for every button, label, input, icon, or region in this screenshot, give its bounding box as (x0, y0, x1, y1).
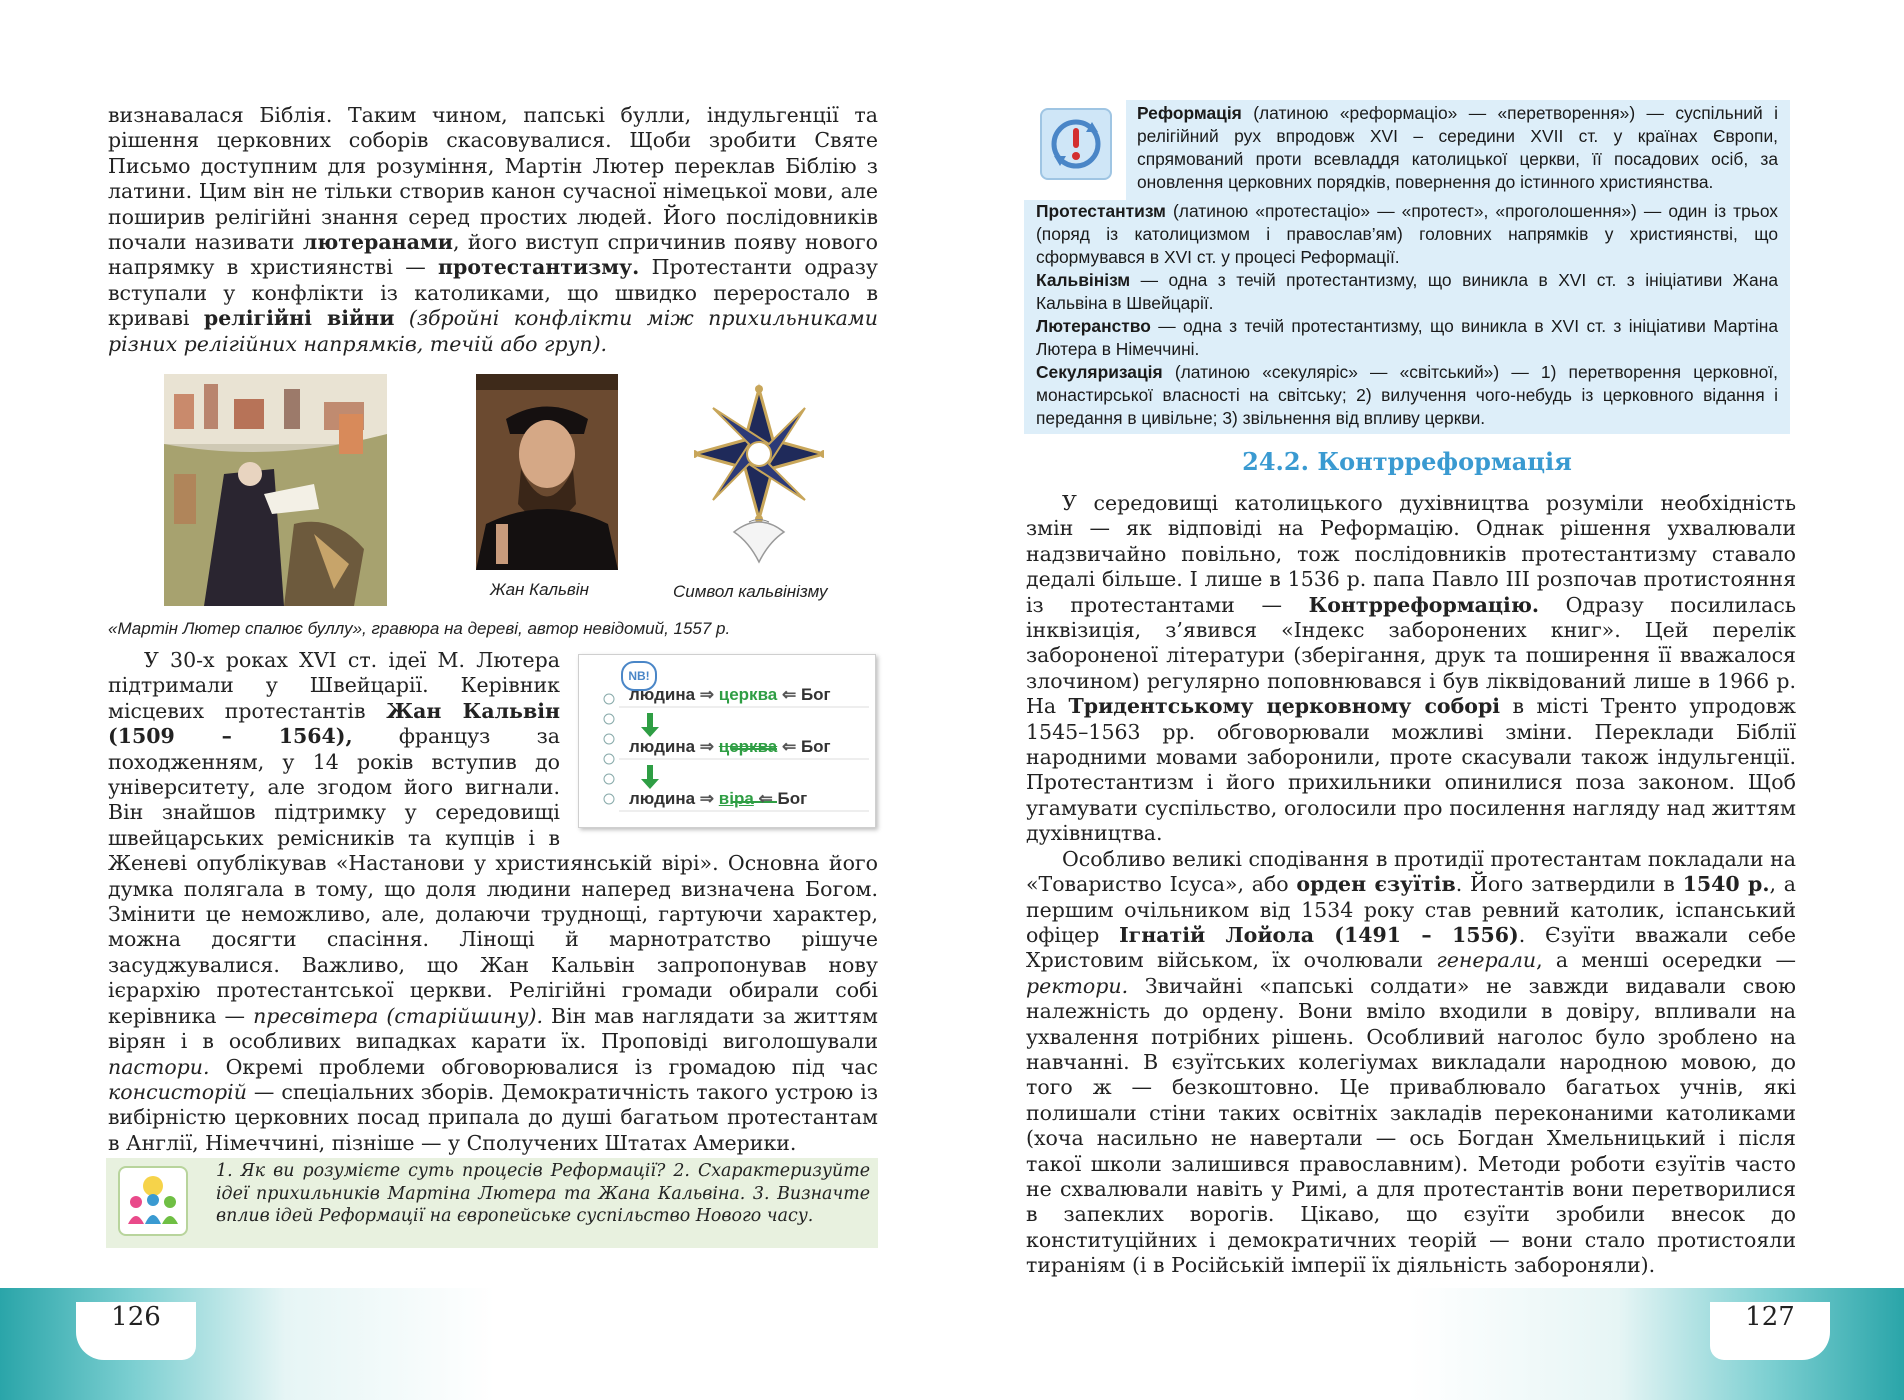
group-discussion-icon (118, 1166, 188, 1236)
arrow-right-icon: ⇒ (695, 737, 719, 756)
arrow-right-icon: ⇒ (695, 789, 719, 808)
questions-box (106, 1158, 878, 1248)
definition-secularization: Секуляризація (латиною «секуляріс» — «світський») — 1) перетворення церковної, монастирської власності на світську; 2) вилучення чого-небудь із церковного відання і передання в цивільне; 3) звільнення від впливу церкви. (1036, 362, 1778, 428)
page-number-left: 126 (76, 1302, 196, 1360)
diagram-church-1: церква (718, 685, 778, 704)
diagram-god-1: Бог (800, 685, 831, 704)
definitions-box (1024, 100, 1790, 434)
left-paragraph-1: визнавалася Біблія. Таким чином, папські булли, індульгенції та рішення церковних соборів скасовувалися. Щоби зробити Святе Письмо доступним для розуміння, Мартін Лютер переклав Біблію з латини. Цим він не тільки створив канон сучасної німецької мови, але поширив релігійні знання серед простих людей. Його послідовників почали називати лютеранами, його виступ спричинив появу нового напрямку в християнстві — протестантизму. Протестанти одразу вступали у конфлікти із католиками, що швидко переростало в криваві релігійні війни (збройні конфлікти між прихильниками різних релігійних напрямків, течій або груп). (108, 103, 878, 356)
page-number-right: 127 (1710, 1302, 1830, 1360)
arrow-left-icon: ⇐ (753, 789, 778, 808)
definition-reformation: Реформація (латиною «реформаціо» — «перетворення») — суспільний і релігійний рух впродовж XVI – середини XVII ст. у країнах Європи, спрямований проти всевладдя католицької церкви, її посадових осіб, за оновлення церковних порядків, повернення до істинного християнства. (1137, 103, 1778, 192)
right-paragraph-2: Особливо великі сподівання в протидії протестантам покладали на «Товариство Ісуса», або орден єзуїтів. Його затвердили в 1540 р., а першим очільником від 1534 року став ревний католик, іспанський офіцер Ігнатій Лойола (1491 – 1556). Єзуїти вважали себе Христовим військом, їх очолювали генерали, а менші осередки — ректори. Звичайні «папські солдати» не завжди видавали свою належність до ордену. Вони вміло входили в довіру, впливали на ухвалення потрібних рішень. Особливий наголос було зроблено на навчанні. В єзуїтських колегіумах викладали народною мовою, до того ж — безкоштовно. Це приваблювало багатьох учнів, які полишали стіни таких освітніх закладів переконаними католиками (хоча насильно не навертали — ось Богдан Хмельницький і після такої школи залишився православним). Методи роботи єзуїтів часто не схвалювали навіть у Римі, а для протестантів вони перетворилися в запеклих ворогів. Цікаво, що єзуїти зробили внесок до конституційних і демократичних теорій — вони стало протистояли тираніям (і в Російській імперії їх діяльність забороняли). (1026, 846, 1796, 1278)
diagram-church-2: церква (718, 737, 778, 756)
arrow-left-icon: ⇐ (777, 737, 801, 756)
section-heading: 24.2. Контрреформація (1242, 447, 1572, 476)
engraving-caption: «Мартін Лютер спалює буллу», гравюра на дереві, автор невідомий, 1557 р. (108, 619, 731, 638)
calvin-portrait-image (476, 374, 618, 570)
diagram-wrap-space (560, 648, 878, 826)
definition-lutheranism: Лютеранство — одна з течій протестантизму, що виникла в XVI ст. з ініціативи Мартіна Лютера в Німеччині. (1036, 316, 1778, 359)
diagram-faith: віра (718, 789, 754, 808)
definition-protestantism: Протестантизм (латиною «протестаціо» — «протест», «проголошення») — один із трьох (поряд із католицизмом і православ’ям) головних напрямків у християнстві, що сформувався в XVI ст. у процесі Реформації. (1036, 201, 1778, 267)
diagram-god-2: Бог (800, 737, 831, 756)
calvin-caption: Жан Кальвін (490, 580, 589, 599)
nb-badge: NB! (621, 661, 657, 691)
exclamation-icon (1040, 108, 1112, 180)
diagram-man-2: людина (629, 737, 696, 756)
calvinism-symbol-image (694, 382, 824, 572)
arrow-right-icon: ⇒ (695, 685, 719, 704)
footer-band (0, 1288, 1904, 1400)
arrow-left-icon: ⇐ (777, 685, 801, 704)
diagram-man-1: людина (629, 685, 696, 704)
left-paragraph-2: У 30-х роках XVI ст. ідеї М. Лютера підтримали у Швейцарії. Керівник місцевих протестантів Жан Кальвін (1509 – 1564), француз за походженням, у 14 років вступив до університету, але згодом його вигнали. Він знайшов підтримку у середовищі швейцарських ремісників та купців і в Женеві опублікував «Настанови у християнській вірі». Основна його думка полягала в тому, що доля людини наперед визначена Богом. Змінити це неможливо, але, долаючи труднощі, гартуючи характер, можна досягти спасіння. Лінощі й марнотратство рішуче засуджувалися. Важливо, що Жан Кальвін запропонував нову ієрархію протестантської церкви. Релігійні громади обирали собі керівника — пресвітера (старійшину). Він мав наглядати за життям вірян і в особливих випадках карати їх. Проповіді виголошували пастори. Окремі проблеми обговорювалися із громадою під час консисторій — спеціальних зборів. Демократичність такого устрою із вибірністю церковних посад припала до душі багатьом протестантам в Англії, Німеччині, пізніше — у Сполучених Штатах Америки. (108, 648, 878, 1155)
calvinism-symbol-caption: Символ кальвінізму (673, 582, 828, 601)
questions-text: 1. Як ви розумієте суть процесів Реформації? 2. Схарактеризуйте ідеї прихильників Мартіна Лютера та Жана Кальвіна. 3. Визначте вплив ідей Реформації на європейське суспільство Нового часу. (216, 1161, 870, 1226)
definition-calvinism: Кальвінізм — одна з течій протестантизму, що виникла в XVI ст. з ініціативи Жана Кальвіна в Швейцарії. (1036, 270, 1778, 313)
right-paragraph-1: У середовищі католицького духівництва розуміли необхідність змін — як відповіді на Реформацію. Однак рішення ухвалювали надзвичайно повільно, тож послідовників протестантизму ставало дедалі більше. І лише в 1536 р. папа Павло III розпочав протистояння із протестантами — Контрреформацію. Одразу посилилась інквізиція, з’явився «Індекс заборонених книг». Цей перелік забороненої літератури (зберігання, друк та поширення її вважалося злочином) регулярно поповнювався і був ліквідований лише в 1966 р. На Тридентському церковному соборі в місті Тренто упродовж 1545–1563 рр. обговорювали можливі зміни. Переклади Біблії народними мовами заборонили, проте скасували також індульгенції. Протестантизм і його прихильники опинилися поза законом. Щоб угамувати суспільство, оголосили про посилення нагляду над життям духівництва. Особливо великі сподівання в протидії протестантам покладали на «Товариство Ісуса», або орден єзуїтів. Його затвердили в 1540 р., а першим очільником від 1534 року став ревний католик, іспанський офіцер Ігнатій Лойола (1491 – 1556). Єзуїти вважали себе Христовим військом, їх очолювали генерали, а менші осередки — ректори. Звичайні «папські солдати» не завжди видавали свою належність до ордену. Вони вміло входили в довіру, впливали на ухвалення потрібних рішень. Особливий наголос було зроблено на навчанні. В єзуїтських колегіумах викладали народною мовою, до того ж — безкоштовно. Це приваблювало багатьох учнів, які полишали стіни таких освітніх закладів переконаними католиками (хоча насильно не навертали — ось Богдан Хмельницький і після такої школи залишився православним). Методи роботи єзуїтів часто не схвалювали навіть у Римі, а для протестантів вони перетворилися в запеклих ворогів. Цікаво, що єзуїти зробили внесок до конституційних і демократичних теорій — вони стало протистояли тираніям (і в Російській імперії їх діяльність забороняли). (1026, 491, 1796, 1278)
luther-engraving-image (164, 374, 387, 606)
diagram-man-3: людина (629, 789, 696, 808)
diagram-god-3: Бог (777, 789, 808, 808)
